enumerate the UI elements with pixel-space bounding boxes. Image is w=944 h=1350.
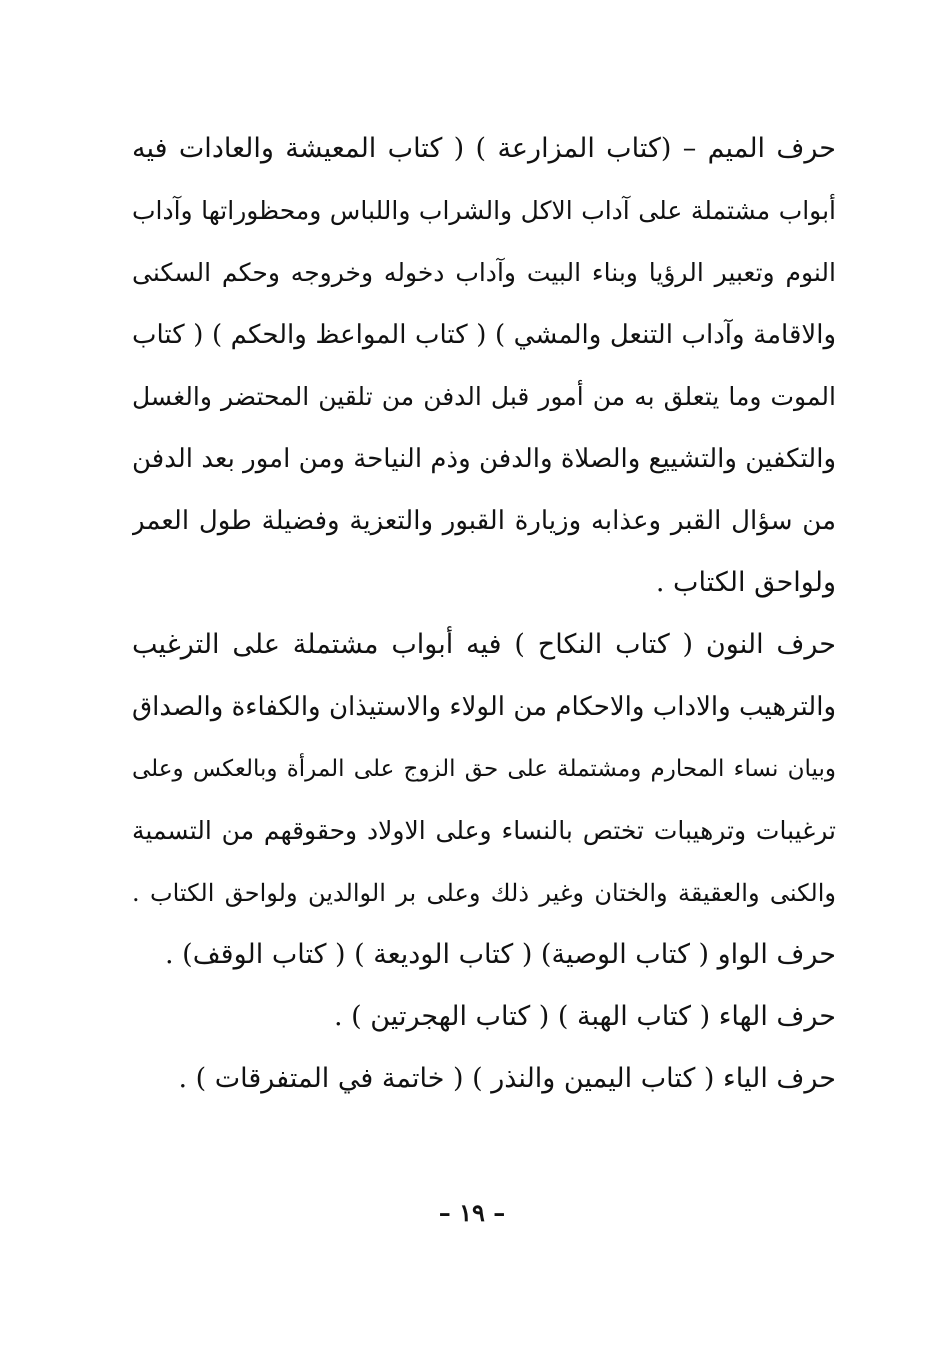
text-line-13: والكنى والعقيقة والختان وغير ذلك وعلى بر الوالدين ولواحق الكتاب . <box>132 879 836 907</box>
text-line-5: الموت وما يتعلق به من أمور قبل الدفن من تلقين المحتضر والغسل <box>132 382 836 411</box>
text-line-9: حرف النون ( كتاب النكاح ) فيه أبواب مشتملة على الترغيب <box>132 629 836 660</box>
text-line-8: ولواحق الكتاب . <box>655 567 836 598</box>
text-line-4: والاقامة وآداب التنعل والمشي ) ( كتاب المواعظ والحكم ) ( كتاب <box>132 320 836 350</box>
text-line-14: حرف الواو ( كتاب الوصية) ( كتاب الوديعة ) ( كتاب الوقف) . <box>165 939 836 970</box>
text-line-16: حرف الياء ( كتاب اليمين والنذر ) ( خاتمة في المتفرقات ) . <box>178 1063 836 1094</box>
text-line-10: والترهيب والاداب والاحكام من الولاء والاستيذان والكفاءة والصداق <box>132 692 836 722</box>
text-line-6: والتكفين والتشييع والصلاة والدفن وذم النياحة ومن امور بعد الدفن <box>132 444 836 474</box>
body-text <box>132 118 836 1110</box>
text-line-11: وبيان نساء المحارم ومشتملة على حق الزوج على المرأة وبالعكس وعلى <box>132 756 836 782</box>
text-line-12: ترغيبات وترهيبات تختص بالنساء وعلى الاولاد وحقوقهم من التسمية <box>132 816 836 845</box>
text-line-1: حرف الميم – (كتاب المزارعة ) ( كتاب المعيشة والعادات فيه <box>132 133 836 164</box>
text-line-7: من سؤال القبر وعذابه وزيارة القبور والتعزية وفضيلة طول العمر <box>132 506 836 536</box>
text-line-2: أبواب مشتملة على آداب الاكل والشراب واللباس ومحظوراتها وآداب <box>132 196 836 225</box>
text-line-3: النوم وتعبير الرؤيا وبناء البيت وآداب دخوله وخروجه وحكم السكنى <box>132 258 836 287</box>
text-line-15: حرف الهاء ( كتاب الهبة ) ( كتاب الهجرتين ) . <box>333 1001 836 1032</box>
page-number: – ١٩ – <box>438 1198 506 1227</box>
